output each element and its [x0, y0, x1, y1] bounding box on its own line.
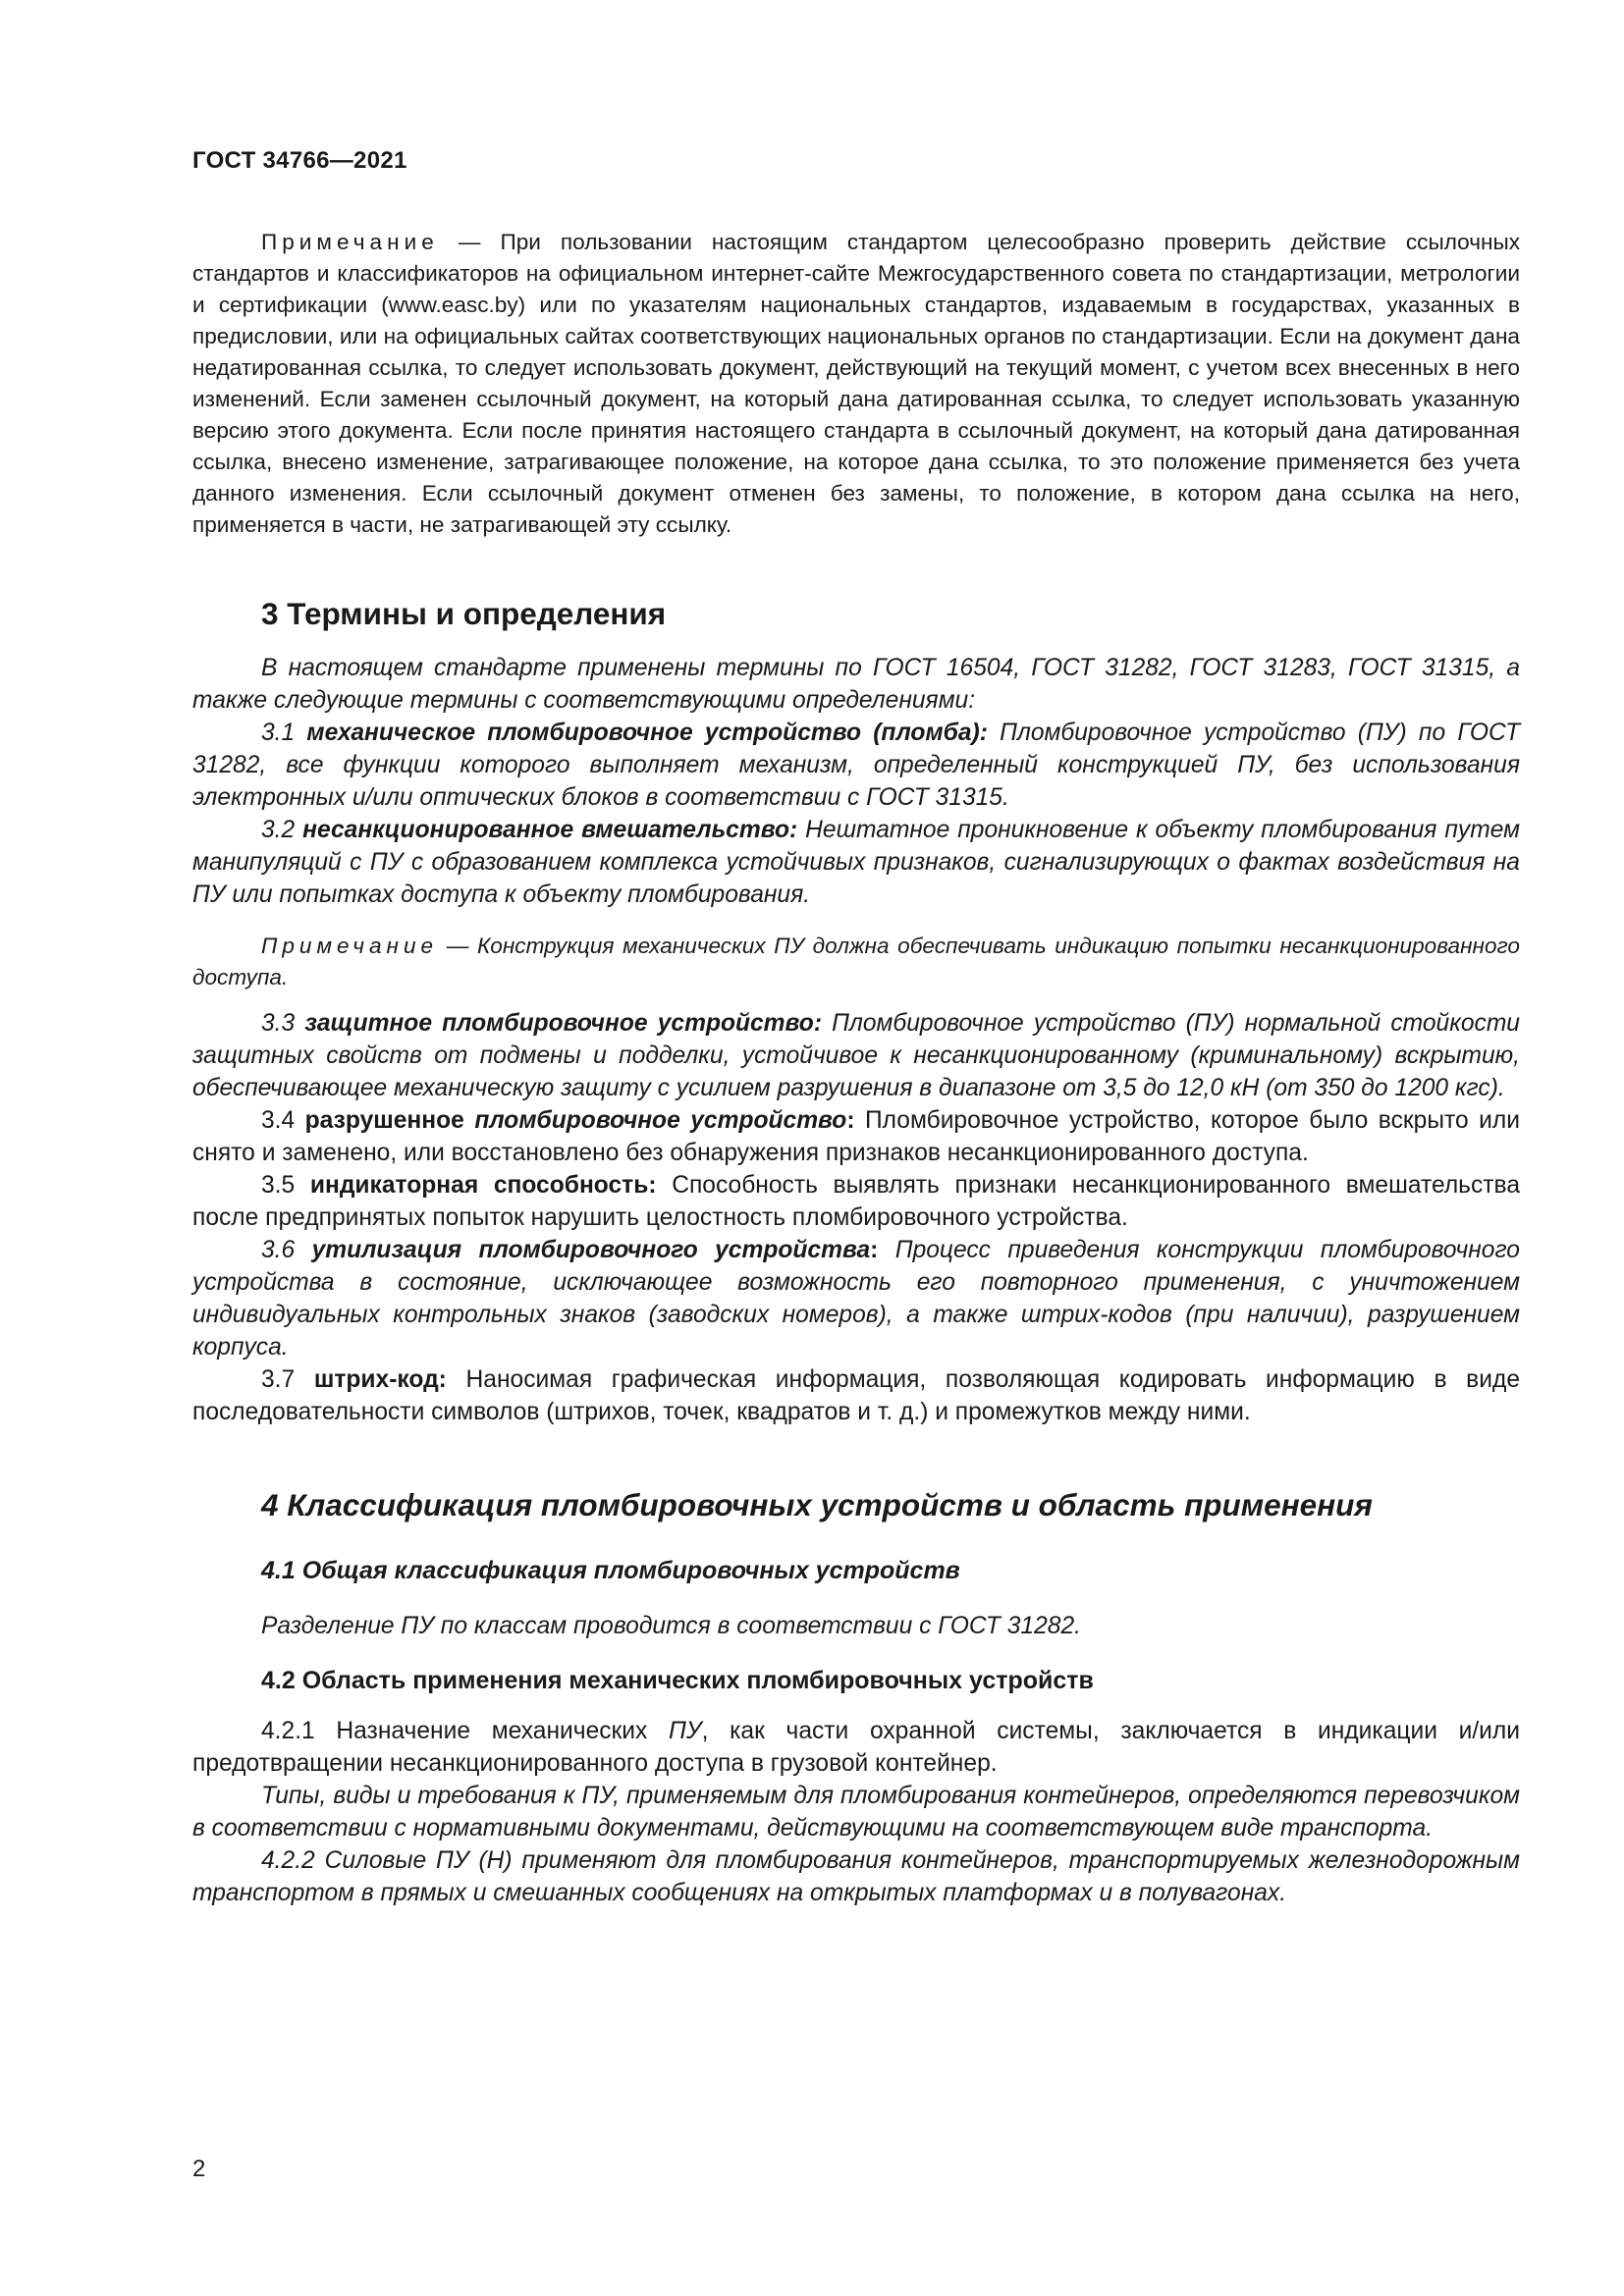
clause-4-2-1	[192, 1715, 1520, 1780]
term-3-7	[192, 1363, 1520, 1428]
term-definition: Пломбировочное устройство, которое было вскрыто или снято и заменено, или восстановлено без обнаружения признаков несанкционированного доступа.	[192, 1107, 1520, 1166]
term-number: 3.3	[261, 1010, 305, 1037]
clause-4-2-1-continued: Типы, виды и требования к ПУ, применяемым для пломбирования контейнеров, определяются перевозчиком в соответствии с нормативными документами, действующими на соответствующем виде транспорта.	[192, 1783, 1520, 1842]
subsection-4-2-heading: 4.2 Область применения механических пломбировочных устройств	[261, 1667, 1094, 1694]
term-3-2	[192, 814, 1520, 911]
term-number: 3.6	[261, 1237, 312, 1263]
term-number: 3.2	[261, 817, 303, 843]
term-3-3	[192, 1007, 1520, 1104]
page-number: 2	[192, 2156, 206, 2182]
document-header: ГОСТ 34766—2021	[192, 147, 407, 174]
term-name: штрих-код:	[313, 1366, 447, 1393]
note-text: — Конструкция механических ПУ должна обеспечивать индикацию попытки несанкционированного доступа.	[192, 934, 1520, 989]
subsection-4-1-text: Разделение ПУ по классам проводится в соответствии с ГОСТ 31282.	[261, 1613, 1081, 1639]
term-name: утилизация пломбировочного устройства	[311, 1237, 871, 1263]
term-name: механическое пломбировочное устройство (пломба):	[306, 720, 988, 746]
term-3-6	[192, 1234, 1520, 1363]
term-3-4	[192, 1104, 1520, 1169]
term-number: 3.7	[261, 1366, 314, 1393]
term-colon: :	[870, 1237, 879, 1263]
note-label: Примечание	[261, 934, 439, 958]
clause-text: 4.2.1 Назначение механических	[261, 1718, 670, 1744]
note-text: — При пользовании настоящим стандартом целесообразно проверить действие ссылочных стандартов и классификаторов на официальном интернет-сайте Межгосударственного совета по стандартизации, метрологии и сертификации (www.easc.by) или по указателям национальных стандартов, издаваемым в государствах, указанных в предисловии, или на официальных сайтах соответствующих национальных органов по стандартизации. Если на документ дана недатированная ссылка, то следует использовать документ, действующий на текущий момент, с учетом всех внесенных в него изменений. Если заменен ссылочный документ, на который дана датированная ссылка, то следует использовать указанную версию этого документа. Если после принятия настоящего стандарта в ссылочный документ, на который дана датированная ссылка, внесено изменение, затрагивающее положение, на которое дана ссылка, то это положение применяется без учета данного изменения. Если ссылочный документ отменен без замены, то положение, в котором дана ссылка на него, применяется в части, не затрагивающей эту ссылку.	[192, 230, 1520, 537]
note-references	[192, 227, 1520, 541]
section-3-intro: В настоящем стандарте применены термины по ГОСТ 16504, ГОСТ 31282, ГОСТ 31283, ГОСТ 31315, а также следующие термины с соответствующими определениями:	[192, 655, 1520, 714]
term-colon: :	[846, 1107, 855, 1134]
term-3-1	[192, 717, 1520, 814]
term-definition: Нештатное проникновение к объекту пломбирования путем манипуляций с ПУ с образованием комплекса устойчивых признаков, сигнализирующих о фактах воздействия на ПУ или попытках доступа к объекту пломбирования.	[192, 817, 1520, 908]
section-4-heading: 4 Классификация пломбировочных устройств и область применения	[261, 1487, 1373, 1522]
term-name: разрушенное	[304, 1107, 475, 1134]
term-definition: Пломбировочное устройство (ПУ) нормальной стойкости защитных свойств от подмены и подделки, устойчивое к несанкционированному (криминальному) вскрытию, обеспечивающее механическую защиту с усилием разрушения в диапазоне от 3,5 до 12,0 кН (от 350 до 1200 кгс).	[192, 1010, 1520, 1101]
section-3-heading: 3 Термины и определения	[261, 596, 667, 631]
term-definition: Способность выявлять признаки несанкционированного вмешательства после предпринятых попыток нарушить целостность пломбировочного устройства.	[192, 1172, 1521, 1231]
subsection-4-1-heading: 4.1 Общая классификация пломбировочных устройств	[261, 1557, 960, 1584]
term-number: 3.1	[261, 720, 307, 746]
term-number: 3.5	[261, 1172, 310, 1199]
document-page	[192, 147, 1520, 1909]
note-label: Примечание	[261, 230, 439, 254]
term-definition: Процесс приведения конструкции пломбировочного устройства в состояние, исключающее возможность его повторного применения, с уничтожением индивидуальных контрольных знаков (заводских номеров), а также штрих-кодов (при наличии), разрушением корпуса.	[192, 1237, 1520, 1361]
clause-text: , как части охранной системы, заключается в индикации и/или предотвращении несанкционированного доступа в грузовой контейнер.	[192, 1718, 1521, 1777]
clause-text-italic: ПУ	[669, 1718, 702, 1744]
note-term-3-2	[192, 931, 1520, 993]
term-name-italic: пломбировочное устройство	[474, 1107, 847, 1134]
term-definition: Наносимая графическая информация, позволяющая кодировать информацию в виде последовательности символов (штрихов, точек, квадратов и т. д.) и промежутков между ними.	[192, 1366, 1520, 1425]
term-name: защитное пломбировочное устройство:	[304, 1010, 823, 1037]
term-3-5	[192, 1169, 1520, 1234]
term-name: несанкционированное вмешательство:	[302, 817, 798, 843]
term-definition: Пломбировочное устройство (ПУ) по ГОСТ 31282, все функции которого выполняет механизм, определенный конструкцией ПУ, без использования электронных и/или оптических блоков в соответствии с ГОСТ 31315.	[192, 720, 1520, 811]
clause-4-2-2: 4.2.2 Силовые ПУ (Н) применяют для пломбирования контейнеров, транспортируемых железнодорожным транспортом в прямых и смешанных сообщениях на открытых платформах и в полувагонах.	[192, 1847, 1520, 1906]
term-number: 3.4	[261, 1107, 305, 1134]
term-name: индикаторная способность:	[309, 1172, 657, 1199]
